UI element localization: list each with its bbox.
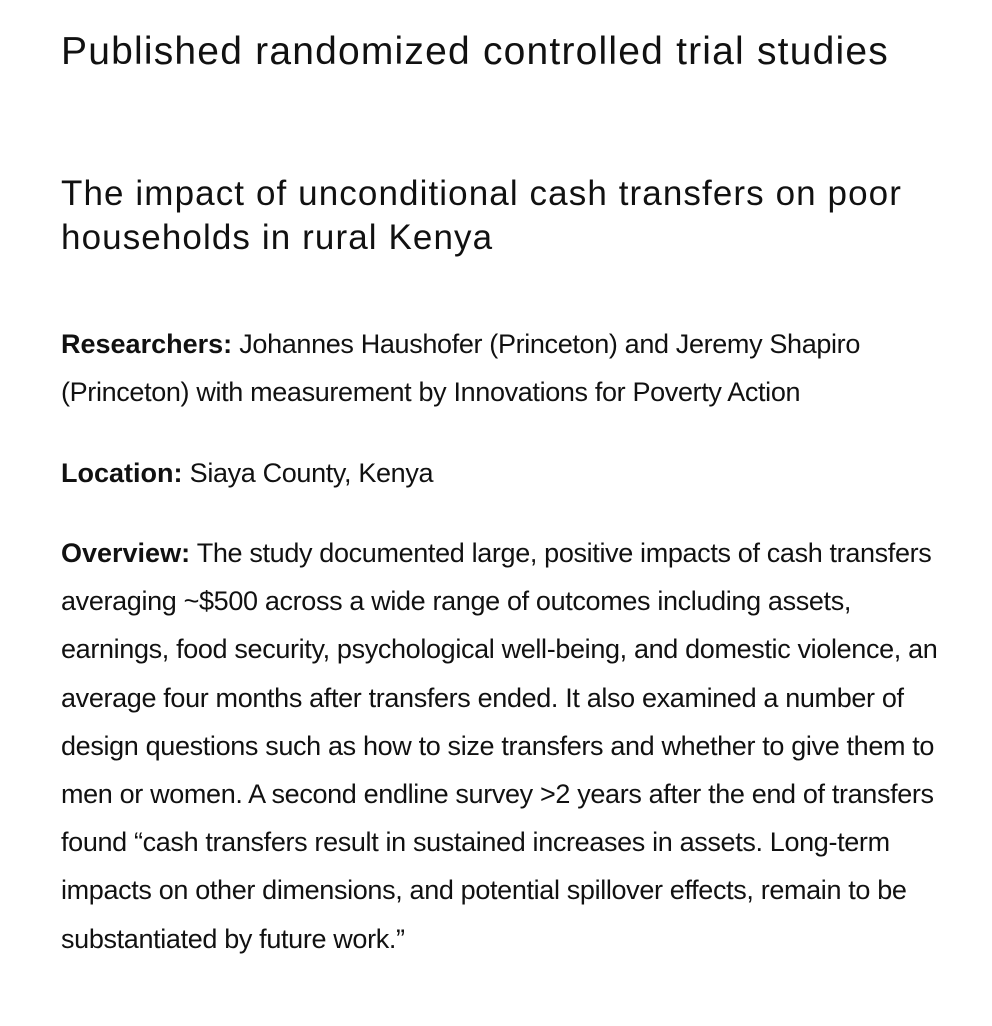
overview-value: The study documented large, positive impacts of cash transfers averaging ~$500 across a wide range of outcomes including assets, earnings, food security, psychological well-being, and domestic violence, an average four months after transfers ended. It also examined a number of design questions such as how to size transfers and whether to give them to men or women. A second endline survey >2 years after the end of transfers found “cash transfers result in sustained increases in assets. Long-term impacts on other dimensions, and potential spillover effects, remain to be substantiated by future work.” <box>61 538 938 954</box>
overview-field <box>61 529 966 963</box>
researchers-field <box>61 320 966 416</box>
location-label: Location: <box>61 458 183 488</box>
researchers-label: Researchers: <box>61 329 233 359</box>
location-field <box>61 449 966 497</box>
page-heading: Published randomized controlled trial studies <box>61 30 889 73</box>
researchers-value: Johannes Haushofer (Princeton) and Jeremy Shapiro (Princeton) with measurement by Innovations for Poverty Action <box>61 329 860 408</box>
overview-label: Overview: <box>61 538 191 568</box>
study-title: The impact of unconditional cash transfers on poor households in rural Kenya <box>61 174 902 257</box>
location-value: Siaya County, Kenya <box>189 458 434 488</box>
